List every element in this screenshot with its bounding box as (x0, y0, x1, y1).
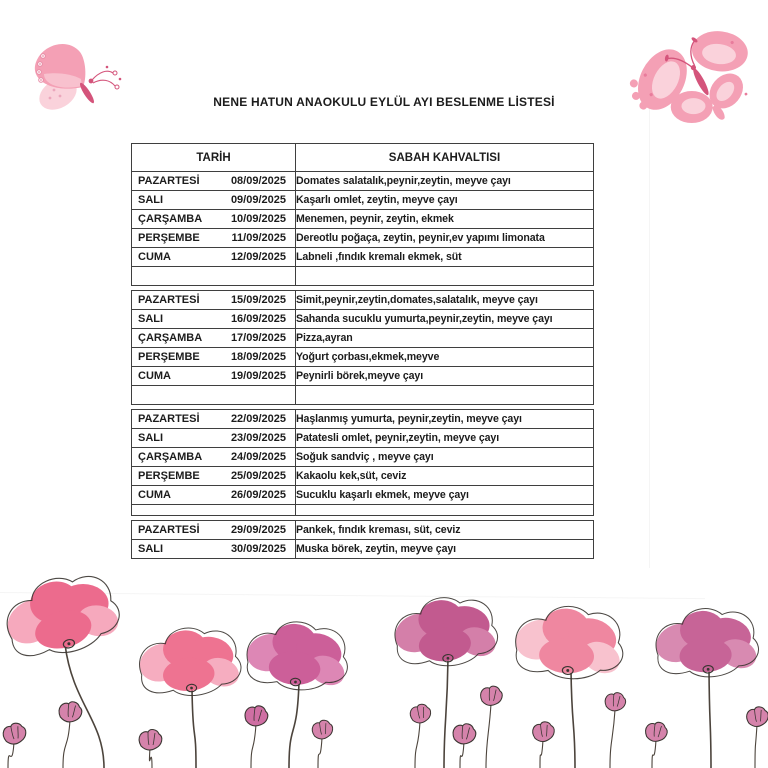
day-label: PERŞEMBE (138, 351, 200, 363)
date-value: 08/09/2025 (230, 175, 286, 187)
bud-stem (460, 742, 464, 768)
menu-text: Yoğurt çorbası,ekmek,meyve (296, 348, 594, 367)
spacer-cell (132, 505, 296, 516)
bud-stem (149, 748, 152, 768)
menu-text: Labneli ,fındık kremalı ekmek, süt (296, 248, 594, 267)
flower-bud-icon (452, 722, 477, 745)
flower-bud-icon (311, 719, 333, 739)
table-row (132, 429, 594, 448)
bud-stem (63, 720, 70, 768)
date-value: 16/09/2025 (230, 313, 286, 325)
date-cell (132, 229, 296, 248)
date-value: 25/09/2025 (230, 470, 286, 482)
menu-text: Menemen, peynir, zeytin, ekmek (296, 210, 594, 229)
date-cell (132, 367, 296, 386)
paper-edge (0, 592, 705, 599)
date-value: 26/09/2025 (230, 489, 286, 501)
table-row (132, 486, 594, 505)
spacer-row (132, 386, 594, 405)
table-row (132, 467, 594, 486)
date-value: 29/09/2025 (230, 524, 286, 536)
flower-bud-icon (244, 704, 269, 727)
date-cell (132, 521, 296, 540)
bud-stem (610, 710, 615, 768)
date-value: 11/09/2025 (231, 232, 286, 244)
date-cell (132, 448, 296, 467)
spacer-cell (132, 267, 296, 286)
date-value: 30/09/2025 (230, 543, 286, 555)
date-value: 17/09/2025 (230, 332, 286, 344)
table-row (132, 540, 594, 559)
date-cell (132, 329, 296, 348)
date-cell (132, 429, 296, 448)
paper-edge (649, 96, 650, 568)
table-row (132, 172, 594, 191)
flower-bud-icon (746, 706, 768, 727)
flower-stem (192, 688, 196, 768)
spacer-cell (296, 505, 594, 516)
menu-text: Sucuklu kaşarlı ekmek, meyve çayı (296, 486, 594, 505)
date-value: 24/09/2025 (230, 451, 286, 463)
table-row (132, 191, 594, 210)
menu-week-table (131, 409, 594, 516)
table-row (132, 291, 594, 310)
menu-week-table (131, 143, 594, 286)
date-cell (132, 291, 296, 310)
menu-text: Pankek, fındık kreması, süt, ceviz (296, 521, 594, 540)
flower-stem (289, 682, 299, 768)
day-label: PAZARTESİ (138, 524, 200, 536)
flower-icon (387, 593, 501, 671)
table-row (132, 410, 594, 429)
table-row (132, 310, 594, 329)
date-cell (132, 172, 296, 191)
flower-icon (0, 565, 128, 667)
menu-text: Simit,peynir,zeytin,domates,salatalık, meyve çayı (296, 291, 594, 310)
flower-stem (65, 644, 104, 768)
day-label: CUMA (138, 489, 171, 501)
flower-bud-icon (480, 685, 503, 706)
day-label: PERŞEMBE (138, 232, 200, 244)
table-header-breakfast: SABAH KAHVALTISI (296, 144, 594, 172)
table-row (132, 210, 594, 229)
flower-stem (444, 658, 448, 768)
date-value: 18/09/2025 (230, 351, 286, 363)
date-value: 09/09/2025 (230, 194, 286, 206)
spacer-row (132, 267, 594, 286)
flower-bud-icon (604, 692, 626, 712)
day-label: CUMA (138, 251, 171, 263)
date-cell (132, 348, 296, 367)
bud-stem (486, 704, 491, 768)
day-label: CUMA (138, 370, 171, 382)
table-row (132, 348, 594, 367)
table-header-row (132, 144, 594, 172)
day-label: ÇARŞAMBA (138, 213, 203, 225)
menu-text: Dereotlu poğaça, zeytin, peynir,ev yapımı limonata (296, 229, 594, 248)
menu-week-table (131, 290, 594, 405)
table-row (132, 521, 594, 540)
menu-text: Haşlanmış yumurta, peynir,zeytin, meyve çayı (296, 410, 594, 429)
date-cell (132, 410, 296, 429)
day-label: PAZARTESİ (138, 413, 200, 425)
day-label: SALI (138, 432, 164, 444)
page-title: NENE HATUN ANAOKULU EYLÜL AYI BESLENME LİSTESİ (213, 95, 555, 109)
table-row (132, 329, 594, 348)
flower-icon (649, 606, 761, 680)
bud-stem (251, 724, 256, 768)
flower-stem (709, 669, 711, 768)
date-cell (132, 467, 296, 486)
bud-stem (755, 725, 757, 768)
date-value: 12/09/2025 (230, 251, 286, 263)
menu-text: Kakaolu kek,süt, ceviz (296, 467, 594, 486)
table-row (132, 229, 594, 248)
menu-text: Sahanda sucuklu yumurta,peynir,zeytin, meyve çayı (296, 310, 594, 329)
date-cell (132, 210, 296, 229)
day-label: PERŞEMBE (138, 470, 200, 482)
day-label: PAZARTESİ (138, 175, 200, 187)
flower-stem (571, 671, 575, 768)
flower-icon (240, 618, 352, 693)
meal-schedule-tables (131, 143, 594, 563)
date-cell (132, 540, 296, 559)
date-value: 22/09/2025 (230, 413, 286, 425)
date-cell (132, 310, 296, 329)
day-label: SALI (138, 543, 164, 555)
spacer-cell (296, 267, 594, 286)
bud-stem (8, 742, 14, 768)
menu-text: Domates salatalık,peynir,zeytin, meyve çayı (296, 172, 594, 191)
menu-text: Soğuk sandviç , meyve çayı (296, 448, 594, 467)
day-label: PAZARTESİ (138, 294, 200, 306)
butterfly-right-icon (611, 1, 768, 154)
bud-stem (415, 722, 420, 768)
flower-bud-icon (644, 721, 668, 743)
table-row (132, 248, 594, 267)
menu-text: Patatesli omlet, peynir,zeytin, meyve çayı (296, 429, 594, 448)
bud-stem (652, 740, 656, 768)
menu-text: Pizza,ayran (296, 329, 594, 348)
date-value: 23/09/2025 (230, 432, 286, 444)
menu-text: Kaşarlı omlet, zeytin, meyve çayı (296, 191, 594, 210)
day-label: SALI (138, 313, 164, 325)
flower-icon (509, 603, 627, 681)
date-value: 10/09/2025 (230, 213, 286, 225)
day-label: ÇARŞAMBA (138, 451, 203, 463)
table-header-date: TARİH (132, 144, 296, 172)
date-cell (132, 486, 296, 505)
day-label: ÇARŞAMBA (138, 332, 203, 344)
spacer-cell (132, 386, 296, 405)
date-value: 19/09/2025 (230, 370, 286, 382)
day-label: SALI (138, 194, 164, 206)
spacer-cell (296, 386, 594, 405)
bud-stem (540, 740, 543, 768)
menu-text: Muska börek, zeytin, meyve çayı (296, 540, 594, 559)
spacer-row (132, 505, 594, 516)
menu-week-table (131, 520, 594, 559)
flower-icon (132, 624, 244, 699)
flower-bud-icon (2, 722, 28, 746)
table-row (132, 448, 594, 467)
menu-text: Peynirli börek,meyve çayı (296, 367, 594, 386)
date-cell (132, 191, 296, 210)
date-value: 15/09/2025 (230, 294, 286, 306)
flower-bud-icon (532, 721, 555, 742)
date-cell (132, 248, 296, 267)
flower-bud-icon (139, 730, 162, 751)
table-row (132, 367, 594, 386)
flower-bud-icon (409, 703, 432, 724)
bud-stem (318, 738, 322, 768)
flower-bud-icon (58, 700, 83, 723)
